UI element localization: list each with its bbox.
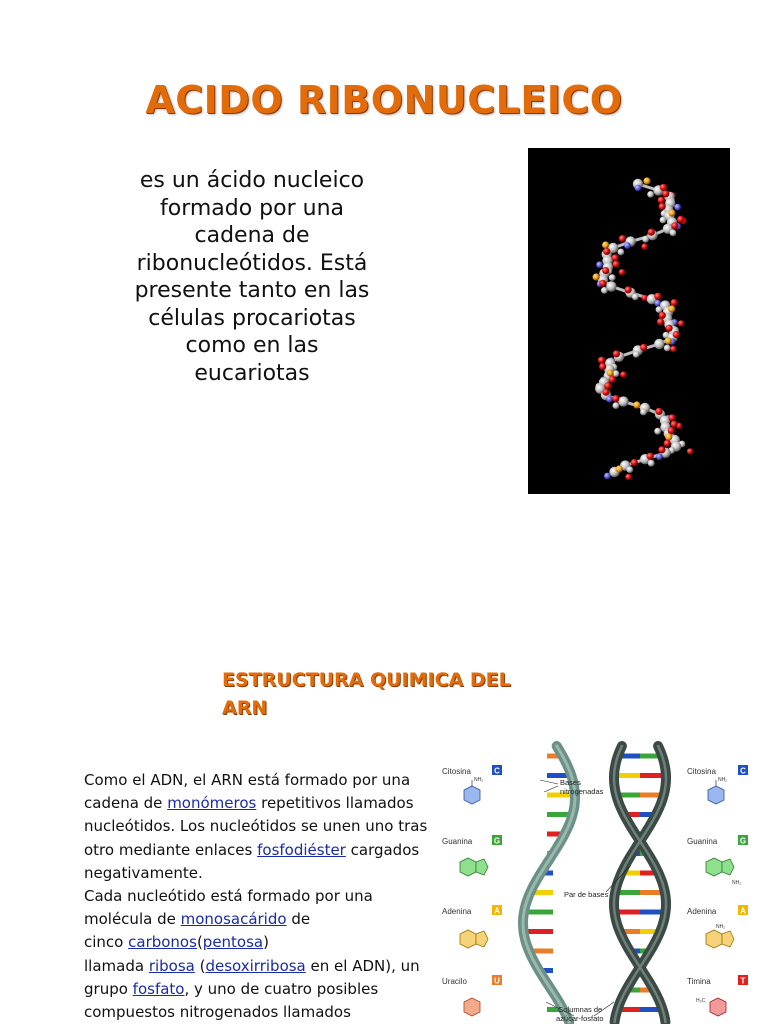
oxygen-atom xyxy=(602,389,609,396)
carbon-atom xyxy=(664,345,671,352)
base-name: Guanina xyxy=(442,837,473,846)
text-line xyxy=(84,955,440,978)
nitrogen-atom xyxy=(596,261,603,268)
link-pentosa[interactable]: pentosa xyxy=(203,933,263,951)
oxygen-atom xyxy=(625,474,631,480)
helix-diagram-svg xyxy=(434,734,768,1024)
intro-line: presente tanto en las xyxy=(118,277,386,305)
base-name: Citosina xyxy=(442,767,471,776)
phosphorus-atom xyxy=(616,465,623,472)
carbon-atom xyxy=(648,460,655,467)
oxygen-atom xyxy=(613,350,620,357)
phosphorus-atom xyxy=(668,305,675,312)
adenine-ring-icon xyxy=(722,931,734,947)
nh2-label: NH₂ xyxy=(718,777,727,783)
nh2-label: NH₂ xyxy=(716,924,725,930)
oxygen-atom xyxy=(602,267,609,274)
cytosine-ring-icon xyxy=(708,786,724,804)
oxygen-atom xyxy=(671,421,678,428)
base-letter: G xyxy=(494,837,500,846)
rna-molecule-image xyxy=(528,148,730,494)
phosphorus-atom xyxy=(602,241,609,248)
base-letter: A xyxy=(740,907,746,916)
text-span: repetitivos llamados xyxy=(256,794,413,812)
guanine-ring-icon xyxy=(476,859,488,875)
base-letter: U xyxy=(494,977,500,986)
oxygen-atom xyxy=(664,440,671,447)
text-line xyxy=(84,908,440,931)
oxygen-atom xyxy=(670,346,676,352)
left-base-legend xyxy=(442,765,502,1016)
rna-dna-helix-diagram xyxy=(434,734,768,1024)
oxygen-atom xyxy=(654,293,661,300)
intro-paragraph xyxy=(118,167,386,387)
text-span: molécula de xyxy=(84,910,181,928)
oxygen-atom xyxy=(599,363,606,370)
intro-line: ribonucleótidos. Está xyxy=(118,250,386,278)
label-bases-line2: nitrogenadas xyxy=(560,787,604,796)
intro-line: es un ácido nucleico xyxy=(118,167,386,195)
base-name: Guanina xyxy=(687,837,718,846)
phosphorus-atom xyxy=(633,401,640,408)
pointer-line xyxy=(544,786,558,792)
oxygen-atom xyxy=(625,286,632,293)
base-guanina-right xyxy=(687,835,748,886)
oxygen-atom xyxy=(662,190,669,197)
oxygen-atom xyxy=(658,446,665,453)
link-fosfodiester[interactable]: fosfodiéster xyxy=(257,841,346,859)
label-columnas-line2: azúcar-fosfato xyxy=(556,1014,604,1023)
carbon-atom xyxy=(670,229,677,236)
link-monomeros[interactable]: monómeros xyxy=(167,794,256,812)
text-line: Como el ADN, el ARN está formado por una xyxy=(84,769,440,792)
label-columnas-line1: Columnas de xyxy=(558,1005,602,1014)
text-line: nucleótidos. Los nucleótidos se unen uno tras xyxy=(84,815,440,838)
link-fosfato[interactable]: fosfato xyxy=(133,980,185,998)
slide-title: ACIDO RIBONUCLEICO xyxy=(0,78,768,122)
cytosine-ring-icon xyxy=(464,786,480,804)
carbon-atom xyxy=(642,236,649,243)
phosphorus-atom xyxy=(593,273,600,280)
guanine-ring-icon xyxy=(722,859,734,875)
intro-line: cadena de xyxy=(118,222,386,250)
oxygen-atom xyxy=(631,459,638,466)
oxygen-atom xyxy=(612,254,619,261)
oxygen-atom xyxy=(599,280,606,287)
guanine-ring-icon xyxy=(706,858,722,876)
carbon-atom xyxy=(654,339,664,349)
base-adenina-left xyxy=(442,905,502,948)
base-letter: T xyxy=(741,977,746,986)
oxygen-atom xyxy=(641,243,647,249)
adenine-ring-icon xyxy=(706,930,722,948)
slide-estructura-quimica xyxy=(0,512,768,1024)
text-span: de xyxy=(287,910,311,928)
base-name: Citosina xyxy=(687,767,716,776)
pointer-line xyxy=(540,780,558,784)
carbon-atom xyxy=(632,293,639,300)
base-citosina-right xyxy=(687,765,748,804)
adenine-ring-icon xyxy=(476,931,488,947)
oxygen-atom xyxy=(660,184,667,191)
oxygen-atom xyxy=(678,320,684,326)
text-line: compuestos nitrogenados llamados xyxy=(84,1001,440,1024)
text-line xyxy=(84,839,440,862)
slide-title xyxy=(222,666,542,722)
base-letter: A xyxy=(494,907,500,916)
nh2-label: NH₂ xyxy=(474,777,483,783)
nitrogen-atom xyxy=(604,473,611,480)
carbon-atom xyxy=(609,274,616,281)
base-citosina-left xyxy=(442,765,502,804)
oxygen-atom xyxy=(668,427,675,434)
carbon-atom xyxy=(626,466,633,473)
oxygen-atom xyxy=(668,414,675,421)
text-span: ) xyxy=(263,933,269,951)
nitrogen-atom xyxy=(656,453,663,460)
carbon-atom xyxy=(640,409,647,416)
text-line xyxy=(84,978,440,1001)
uracil-ring-icon xyxy=(464,998,480,1016)
base-guanina-left xyxy=(442,835,502,876)
title-line: ARN xyxy=(222,694,542,722)
carbon-atom xyxy=(647,191,654,198)
oxygen-atom xyxy=(647,453,654,460)
label-par-de-bases: Par de bases xyxy=(564,890,608,899)
phosphorus-atom xyxy=(607,369,614,376)
oxygen-atom xyxy=(648,229,655,236)
intro-line: como en las xyxy=(118,332,386,360)
text-line xyxy=(84,792,440,815)
guanine-ring-icon xyxy=(460,858,476,876)
oxygen-atom xyxy=(658,197,665,204)
link-monosacarido[interactable]: monosacárido xyxy=(181,910,287,928)
oxygen-atom xyxy=(620,371,626,377)
oxygen-atom xyxy=(657,318,664,325)
oxygen-atom xyxy=(671,299,678,306)
oxygen-atom xyxy=(603,248,610,255)
carbon-atom xyxy=(618,396,628,406)
text-line: Cada nucleótido está formado por una xyxy=(84,885,440,908)
oxygen-atom xyxy=(612,395,619,402)
carbon-atom xyxy=(660,217,667,224)
text-line: negativamente. xyxy=(84,862,440,885)
text-span: ( xyxy=(195,957,206,975)
link-carbonos[interactable]: carbonos xyxy=(128,933,197,951)
text-span: en el ADN), un xyxy=(306,957,420,975)
base-uracilo-left xyxy=(442,975,502,1016)
text-span: otro mediante enlaces xyxy=(84,841,257,859)
carbon-atom xyxy=(601,287,608,294)
text-span: llamada xyxy=(84,957,149,975)
oxygen-atom xyxy=(677,216,684,223)
oxygen-atom xyxy=(598,357,605,364)
base-letter: C xyxy=(740,767,746,776)
oxygen-atom xyxy=(619,235,626,242)
text-span: cinco xyxy=(84,933,128,951)
base-name: Uracilo xyxy=(442,977,467,986)
intro-line: eucariotas xyxy=(118,360,386,388)
right-base-legend xyxy=(687,765,748,1016)
intro-line: formado por una xyxy=(118,195,386,223)
oxygen-atom xyxy=(687,448,693,454)
oxygen-atom xyxy=(604,382,611,389)
oxygen-atom xyxy=(619,269,625,275)
carbon-atom xyxy=(618,249,625,256)
carbon-atom xyxy=(654,428,661,435)
title-line: ESTRUCTURA QUIMICA DEL xyxy=(222,666,542,694)
carbon-atom xyxy=(613,402,620,409)
oxygen-atom xyxy=(609,376,616,383)
label-bases-line1: Bases xyxy=(560,778,581,787)
carbon-atom xyxy=(633,351,640,358)
text-span: cadena de xyxy=(84,794,167,812)
base-adenina-right xyxy=(687,905,748,948)
nitrogen-atom xyxy=(635,185,642,192)
oxygen-atom xyxy=(655,408,662,415)
text-span: cargados xyxy=(346,841,419,859)
phosphorus-atom xyxy=(643,177,650,184)
phosphorus-atom xyxy=(665,337,672,344)
base-name: Adenina xyxy=(687,907,717,916)
oxygen-atom xyxy=(640,344,647,351)
link-ribosa[interactable]: ribosa xyxy=(149,957,195,975)
oxygen-atom xyxy=(613,261,620,268)
intro-line: células procariotas xyxy=(118,305,386,333)
slide-acido-ribonucleico xyxy=(0,0,768,512)
oxygen-atom xyxy=(659,312,666,319)
text-span: , y uno de cuatro posibles xyxy=(184,980,378,998)
link-desoxirribosa[interactable]: desoxirribosa xyxy=(205,957,305,975)
base-letter: C xyxy=(494,767,500,776)
thymine-ring-icon xyxy=(710,998,726,1016)
phosphorus-atom xyxy=(665,433,672,440)
phosphorus-atom xyxy=(668,209,675,216)
nitrogen-atom xyxy=(624,242,631,249)
base-letter: G xyxy=(740,837,746,846)
oxygen-atom xyxy=(659,203,666,210)
text-line xyxy=(84,931,440,954)
base-name: Timina xyxy=(687,977,711,986)
structure-paragraph xyxy=(84,769,440,1024)
base-name: Adenina xyxy=(442,907,472,916)
oxygen-atom xyxy=(671,222,678,229)
nitrogen-atom xyxy=(606,396,613,403)
base-timina-right xyxy=(687,975,748,1016)
oxygen-atom xyxy=(673,331,680,338)
nitrogen-atom xyxy=(674,204,681,211)
ch3-label: H₃C xyxy=(696,998,706,1004)
text-span: grupo xyxy=(84,980,133,998)
oxygen-atom xyxy=(666,325,673,332)
adenine-ring-icon xyxy=(460,930,476,948)
nh2-label: NH₂ xyxy=(732,880,741,886)
rna-ball-and-stick-model xyxy=(528,148,730,494)
text-span: ( xyxy=(197,933,203,951)
